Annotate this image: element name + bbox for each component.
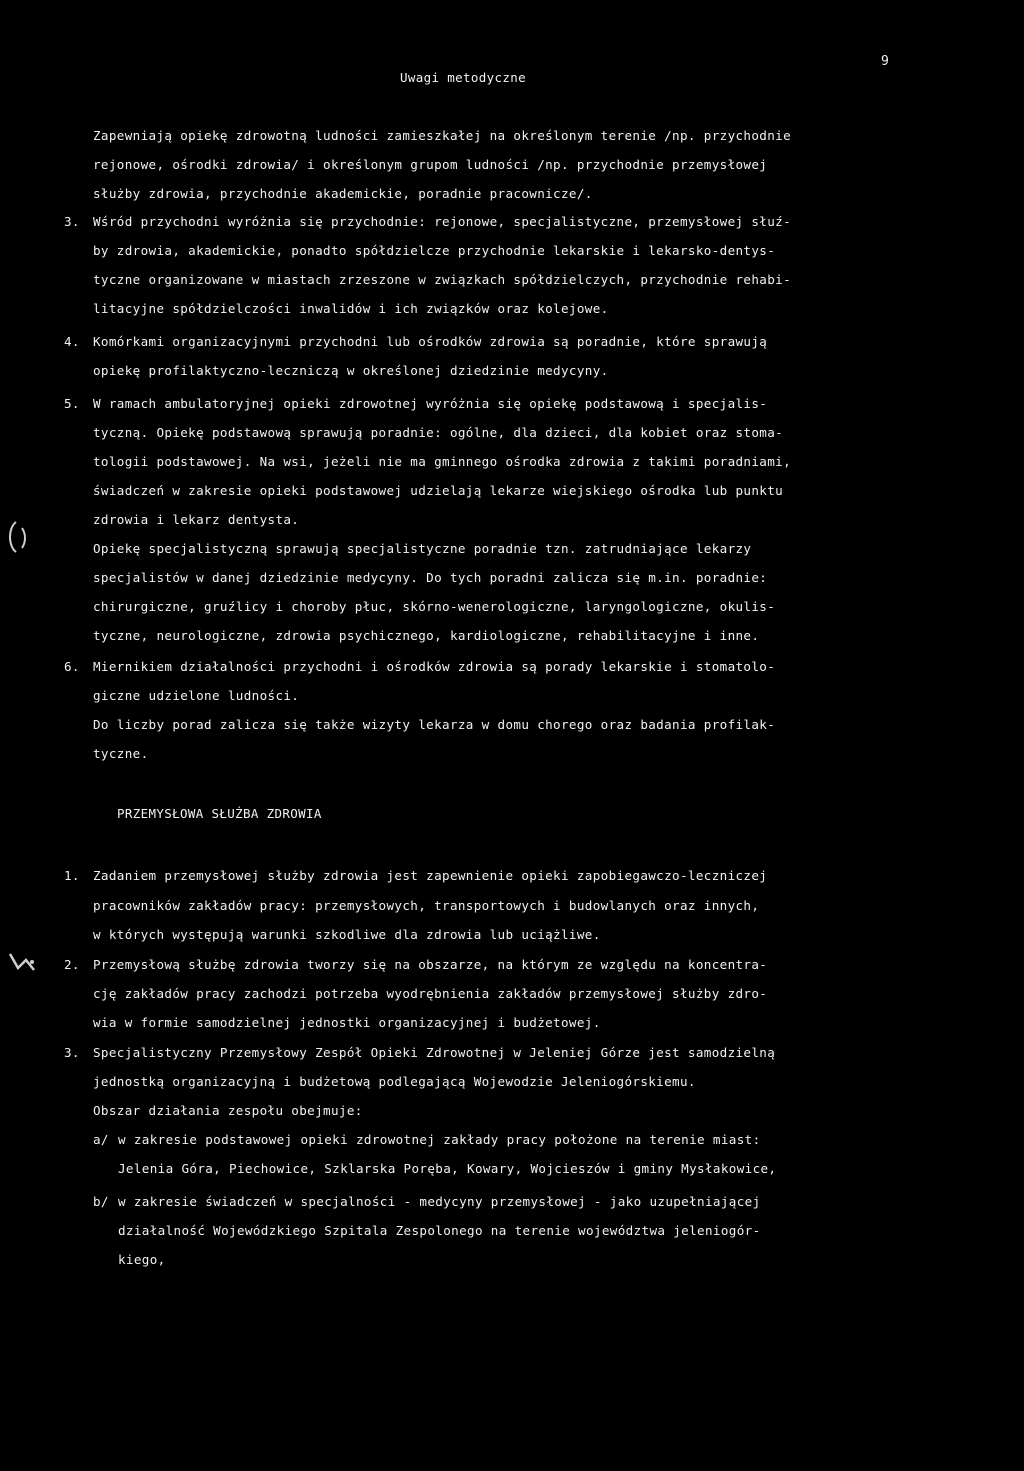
- item4-line: opiekę profilaktyczno-leczniczą w określonej dziedzinie medycyny.: [93, 363, 609, 378]
- item5-para2-line: tyczne, neurologiczne, zdrowia psychicznego, kardiologiczne, rehabilitacyjne i inne.: [93, 628, 760, 643]
- s2-item2-line: cję zakładów pracy zachodzi potrzeba wyodrębnienia zakładów przemysłowej służby zdro-: [93, 986, 768, 1001]
- item5-line: tyczną. Opiekę podstawową sprawują poradnie: ogólne, dla dzieci, dla kobiet oraz stoma-: [93, 425, 784, 440]
- item3-line: tyczne organizowane w miastach zrzeszone w związkach spółdzielczych, przychodnie rehabi-: [93, 272, 792, 287]
- intro-line: służby zdrowia, przychodnie akademickie, poradnie pracownicze/.: [93, 186, 593, 201]
- item6-para2-line: tyczne.: [93, 746, 149, 761]
- item5-line: W ramach ambulatoryjnej opieki zdrowotnej wyróżnia się opiekę podstawową i specjalis-: [93, 396, 768, 411]
- item5-para2-line: chirurgiczne, gruźlicy i choroby płuc, skórno-wenerologiczne, laryngologiczne, okulis-: [93, 599, 776, 614]
- sub-a-label: a/: [93, 1132, 109, 1147]
- item-number: 2.: [64, 957, 80, 972]
- scan-mark-decoration: [2, 948, 42, 978]
- item3-line: by zdrowia, akademickie, ponadto spółdzielcze przychodnie lekarskie i lekarsko-dentys-: [93, 243, 776, 258]
- item-number: 6.: [64, 659, 80, 674]
- intro-line: rejonowe, ośrodki zdrowia/ i określonym grupom ludności /np. przychodnie przemysłowej: [93, 157, 768, 172]
- s2-item1-line: pracowników zakładów pracy: przemysłowych, transportowych i budowlanych oraz innych,: [93, 898, 760, 913]
- intro-line: Zapewniają opiekę zdrowotną ludności zamieszkałej na określonym terenie /np. przychodnie: [93, 128, 792, 143]
- item-number: 5.: [64, 396, 80, 411]
- item3-line: Wśród przychodni wyróżnia się przychodnie: rejonowe, specjalistyczne, przemysłowej słuź-: [93, 214, 792, 229]
- sub-b-line: działalność Wojewódzkiego Szpitala Zespolonego na terenie województwa jeleniogór-: [118, 1223, 761, 1238]
- item5-para2-line: specjalistów w danej dziedzinie medycyny. Do tych poradni zalicza się m.in. poradnie:: [93, 570, 768, 585]
- sub-b-line: kiego,: [118, 1252, 166, 1267]
- scan-mark-decoration: [2, 518, 32, 558]
- item6-para2-line: Do liczby porad zalicza się także wizyty lekarza w domu chorego oraz badania profilak-: [93, 717, 776, 732]
- item5-line: świadczeń w zakresie opieki podstawowej udzielają lekarze wiejskiego ośrodka lub punktu: [93, 483, 784, 498]
- item5-line: zdrowia i lekarz dentysta.: [93, 512, 300, 527]
- item4-line: Komórkami organizacyjnymi przychodni lub ośrodków zdrowia są poradnie, które sprawują: [93, 334, 768, 349]
- sub-b-label: b/: [93, 1194, 109, 1209]
- s2-item2-line: wia w formie samodzielnej jednostki organizacyjnej i budżetowej.: [93, 1015, 601, 1030]
- item-number: 4.: [64, 334, 80, 349]
- section-heading: PRZEMYSŁOWA SŁUŻBA ZDROWIA: [117, 806, 322, 821]
- item6-line: giczne udzielone ludności.: [93, 688, 300, 703]
- s2-item1-line: Zadaniem przemysłowej służby zdrowia jest zapewnienie opieki zapobiegawczo-leczniczej: [93, 868, 768, 883]
- area-intro: Obszar działania zespołu obejmuje:: [93, 1103, 363, 1118]
- item6-line: Miernikiem działalności przychodni i ośrodków zdrowia są porady lekarskie i stomatolo-: [93, 659, 776, 674]
- s2-item2-line: Przemysłową służbę zdrowia tworzy się na obszarze, na którym ze względu na koncentra-: [93, 957, 768, 972]
- item5-line: tologii podstawowej. Na wsi, jeżeli nie ma gminnego ośrodka zdrowia z takimi poradniami,: [93, 454, 792, 469]
- item-number: 3.: [64, 214, 80, 229]
- s2-item3-line: jednostką organizacyjną i budżetową podlegającą Wojewodzie Jeleniogórskiemu.: [93, 1074, 696, 1089]
- item5-para2-line: Opiekę specjalistyczną sprawują specjalistyczne poradnie tzn. zatrudniające lekarzy: [93, 541, 752, 556]
- s2-item3-line: Specjalistyczny Przemysłowy Zespół Opieki Zdrowotnej w Jeleniej Górze jest samodzielną: [93, 1045, 776, 1060]
- s2-item1-line: w których występują warunki szkodliwe dla zdrowia lub uciążliwe.: [93, 927, 601, 942]
- page-number: 9: [881, 54, 890, 69]
- sub-a-line: Jelenia Góra, Piechowice, Szklarska Poręba, Kowary, Wojcieszów i gminy Mysłakowice,: [118, 1161, 777, 1176]
- sub-a-line: w zakresie podstawowej opieki zdrowotnej zakłady pracy położone na terenie miast:: [118, 1132, 761, 1147]
- item3-line: litacyjne spółdzielczości inwalidów i ich związków oraz kolejowe.: [93, 301, 609, 316]
- item-number: 3.: [64, 1045, 80, 1060]
- sub-b-line: w zakresie świadczeń w specjalności - medycyny przemysłowej - jako uzupełniającej: [118, 1194, 761, 1209]
- item-number: 1.: [64, 868, 80, 883]
- running-head: Uwagi metodyczne: [400, 70, 527, 85]
